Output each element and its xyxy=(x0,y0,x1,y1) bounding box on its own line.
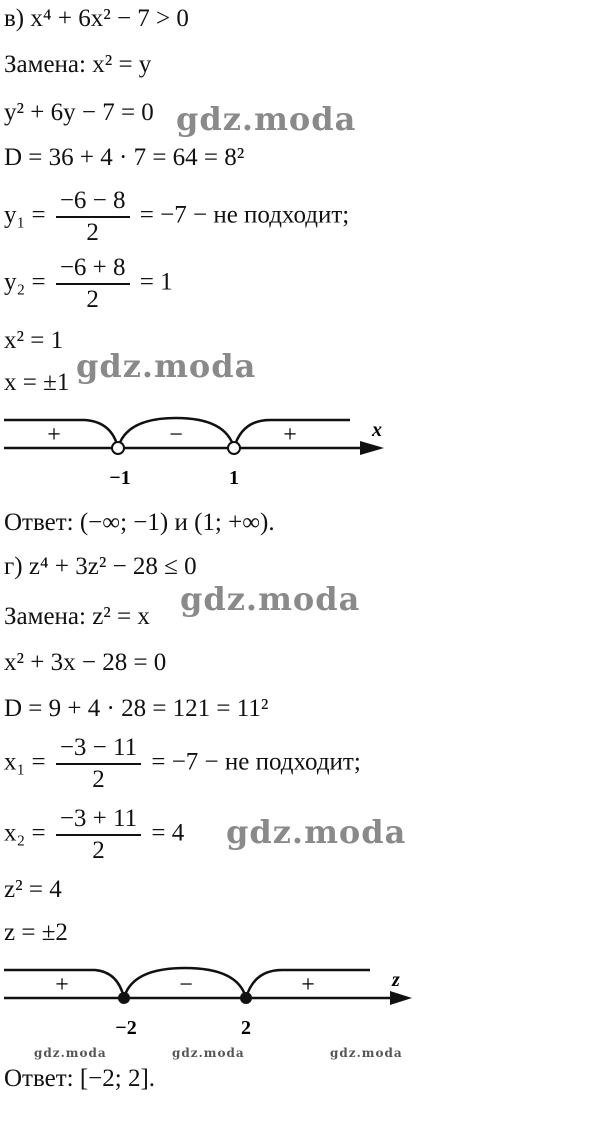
root-x1-lhs: x₁ = xyxy=(4,748,46,776)
problem-v-header: в) x⁴ + 6x² − 7 > 0 xyxy=(4,5,189,32)
root-y1-rhs: = −7 − не подходит; xyxy=(139,201,350,229)
sign-minus-g: − xyxy=(179,972,193,998)
root-y2-numerator: −6 + 8 xyxy=(59,254,126,281)
equation-z2-g: z² = 4 xyxy=(4,876,62,903)
root-y1 xyxy=(4,186,349,248)
root-y2-rhs: = 1 xyxy=(139,268,173,296)
axis-label-x: x xyxy=(372,419,382,441)
label-minus1: −1 xyxy=(109,467,131,488)
sign-plus-left-g: + xyxy=(55,972,69,998)
root-y2-denominator: 2 xyxy=(56,283,130,315)
sign-plus-right-v: + xyxy=(283,422,297,448)
label-1: 1 xyxy=(229,467,239,488)
watermark: gdz.moda xyxy=(76,347,257,385)
discriminant-v: D = 36 + 4 · 7 = 64 = 8² xyxy=(4,144,245,171)
roots-g: z = ±2 xyxy=(4,919,68,946)
root-y1-lhs: y₁ = xyxy=(4,201,46,229)
watermark: gdz.moda xyxy=(226,813,407,851)
number-line-v xyxy=(0,408,400,488)
root-y1-numerator: −6 − 8 xyxy=(59,187,126,214)
root-x2-rhs: = 4 xyxy=(151,819,185,847)
axis-label-z: z xyxy=(392,969,400,991)
axis-arrow-v xyxy=(360,441,384,455)
quadratic-g: x² + 3x − 28 = 0 xyxy=(4,649,167,676)
watermark: gdz.moda xyxy=(176,100,357,138)
watermark-small: gdz.moda xyxy=(172,1046,245,1060)
root-y2 xyxy=(4,253,173,315)
closed-point-minus2 xyxy=(118,992,130,1004)
label-2: 2 xyxy=(241,1017,251,1039)
root-x2-numerator: −3 + 11 xyxy=(59,805,138,832)
root-x1-numerator: −3 − 11 xyxy=(59,734,138,761)
number-line-g xyxy=(0,958,420,1042)
equation-x2-v: x² = 1 xyxy=(4,327,64,354)
watermark-small: gdz.moda xyxy=(34,1046,107,1060)
root-y1-fraction xyxy=(56,186,130,248)
root-x1-fraction xyxy=(56,733,141,795)
root-x2 xyxy=(4,804,184,866)
sign-minus-v: − xyxy=(169,422,183,448)
answer-v: Ответ: (−∞; −1) и (1; +∞). xyxy=(4,509,275,536)
root-x1 xyxy=(4,733,361,795)
sign-plus-right-g: + xyxy=(301,972,315,998)
root-x2-lhs: x₂ = xyxy=(4,819,46,847)
watermark-small: gdz.moda xyxy=(330,1046,403,1060)
axis-arrow-g xyxy=(390,991,412,1005)
sign-plus-left-v: + xyxy=(47,422,61,448)
root-y2-fraction xyxy=(56,253,130,315)
root-x2-denominator: 2 xyxy=(56,834,141,866)
watermark: gdz.moda xyxy=(180,580,361,618)
root-y2-lhs: y₂ = xyxy=(4,268,46,296)
closed-point-2 xyxy=(240,992,252,1004)
arc-left-v xyxy=(4,420,118,448)
open-point-minus1 xyxy=(112,442,124,454)
roots-v: x = ±1 xyxy=(4,369,70,396)
label-minus2: −2 xyxy=(115,1017,137,1039)
root-x1-denominator: 2 xyxy=(56,763,141,795)
root-x1-rhs: = −7 − не подходит; xyxy=(151,748,361,776)
quadratic-v: y² + 6y − 7 = 0 xyxy=(4,99,154,126)
substitution-g: Замена: z² = x xyxy=(4,603,150,630)
problem-g-header: г) z⁴ + 3z² − 28 ≤ 0 xyxy=(4,553,197,580)
open-point-1 xyxy=(228,442,240,454)
root-y1-denominator: 2 xyxy=(56,216,130,248)
substitution-v: Замена: x² = y xyxy=(4,51,152,78)
answer-g: Ответ: [−2; 2]. xyxy=(4,1065,156,1092)
discriminant-g: D = 9 + 4 · 28 = 121 = 11² xyxy=(4,695,269,722)
root-x2-fraction xyxy=(56,804,141,866)
